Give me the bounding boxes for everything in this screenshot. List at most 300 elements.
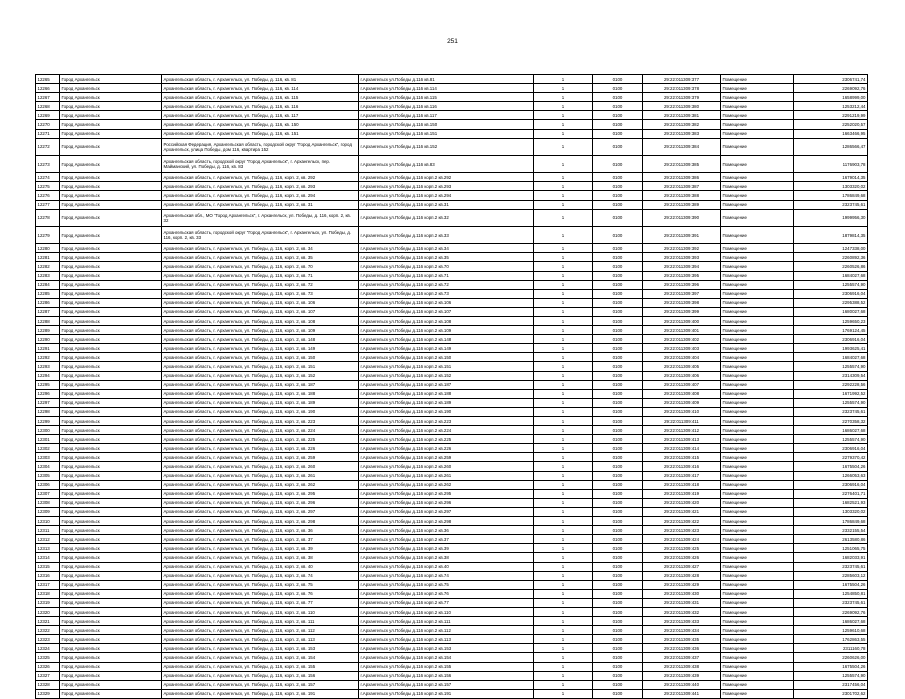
code-cell: 0100: [593, 680, 643, 689]
owner-cell: Город Архангельск: [60, 535, 162, 544]
code-cell: 0100: [593, 426, 643, 435]
table-row: [36, 353, 868, 362]
cadastral-number-cell: 29:22:011309:383: [643, 129, 721, 138]
cadastral-number-cell: 29:22:011309:394: [643, 262, 721, 271]
short-address-cell: г.Архангельск ул.Победы д.116 корп.2 кв.156: [359, 671, 534, 680]
table-row: [36, 200, 868, 209]
cadastral-value-cell: 2323745,61: [794, 200, 868, 209]
cadastral-number-cell: 29:22:011309:440: [643, 680, 721, 689]
quantity-cell: 1: [534, 120, 593, 129]
table-row: [36, 271, 868, 280]
table-row: [36, 489, 868, 498]
row-number-cell: 12274: [36, 173, 60, 182]
row-number-cell: 12325: [36, 653, 60, 662]
cadastral-number-cell: 29:22:011309:387: [643, 182, 721, 191]
short-address-cell: г.Архангельск ул.Победы д.116 корп.2 кв.108: [359, 316, 534, 325]
short-address-cell: г.Архангельск ул.Победы д.116 корп.2 кв.190: [359, 407, 534, 416]
cadastral-number-cell: 29:22:011309:400: [643, 316, 721, 325]
table-row: [36, 398, 868, 407]
object-type-cell: Помещение: [721, 507, 794, 516]
row-number-cell: 12327: [36, 671, 60, 680]
owner-cell: Город Архангельск: [60, 398, 162, 407]
object-type-cell: Помещение: [721, 407, 794, 416]
quantity-cell: 1: [534, 453, 593, 462]
cadastral-number-cell: 29:22:011309:432: [643, 607, 721, 616]
full-address-cell: Архангельская область, г. Архангельск, ул. Победы, д. 116, кв. 117: [162, 111, 359, 120]
owner-cell: Город Архангельск: [60, 129, 162, 138]
object-type-cell: Помещение: [721, 553, 794, 562]
object-type-cell: Помещение: [721, 335, 794, 344]
object-type-cell: Помещение: [721, 344, 794, 353]
cadastral-value-cell: 2279370,42: [794, 453, 868, 462]
full-address-cell: Архангельская область, г. Архангельск, ул. Победы, д. 116, корп. 2, кв. 76: [162, 589, 359, 598]
short-address-cell: г.Архангельск ул.Победы д.116 корп.2 кв.77: [359, 598, 534, 607]
cadastral-value-cell: 2276401,71: [794, 489, 868, 498]
quantity-cell: 1: [534, 444, 593, 453]
table-row: [36, 102, 868, 111]
row-number-cell: 12268: [36, 102, 60, 111]
code-cell: 0100: [593, 389, 643, 398]
full-address-cell: Архангельская область, г. Архангельск, ул. Победы, д. 116, корп. 2, кв. 191: [162, 689, 359, 698]
full-address-cell: Архангельская область, г. Архангельск, ул. Победы, д. 116, корп. 2, кв. 110: [162, 607, 359, 616]
cadastral-value-cell: 2252020,57: [794, 120, 868, 129]
object-type-cell: Помещение: [721, 617, 794, 626]
object-type-cell: Помещение: [721, 75, 794, 84]
table-row: [36, 182, 868, 191]
owner-cell: Город Архангельск: [60, 253, 162, 262]
full-address-cell: Архангельская область, г. Архангельск, ул. Победы, д. 116, корп. 2, кв. 37: [162, 535, 359, 544]
short-address-cell: г.Архангельск ул.Победы д.116 корп.2 кв.34: [359, 244, 534, 253]
cadastral-number-cell: 29:22:011309:396: [643, 280, 721, 289]
cadastral-number-cell: 29:22:011309:412: [643, 426, 721, 435]
cadastral-number-cell: 29:22:011309:379: [643, 93, 721, 102]
code-cell: 0100: [593, 244, 643, 253]
quantity-cell: 1: [534, 253, 593, 262]
quantity-cell: 1: [534, 517, 593, 526]
cadastral-number-cell: 29:22:011309:409: [643, 398, 721, 407]
table-row: [36, 662, 868, 671]
object-type-cell: Помещение: [721, 671, 794, 680]
quantity-cell: 1: [534, 244, 593, 253]
cadastral-value-cell: 2292228,56: [794, 380, 868, 389]
cadastral-number-cell: 29:22:011309:437: [643, 653, 721, 662]
object-type-cell: Помещение: [721, 598, 794, 607]
short-address-cell: г.Архангельск ул.Победы д.116 кв.150: [359, 120, 534, 129]
row-number-cell: 12304: [36, 462, 60, 471]
code-cell: 0100: [593, 111, 643, 120]
quantity-cell: 1: [534, 480, 593, 489]
object-type-cell: Помещение: [721, 680, 794, 689]
object-type-cell: Помещение: [721, 120, 794, 129]
object-type-cell: Помещение: [721, 580, 794, 589]
code-cell: 0100: [593, 362, 643, 371]
row-number-cell: 12310: [36, 517, 60, 526]
owner-cell: Город Архангельск: [60, 480, 162, 489]
cadastral-value-cell: 1769124,45: [794, 326, 868, 335]
full-address-cell: Архангельская область, г. Архангельск, ул. Победы, д. 116, корп. 2, кв. 298: [162, 517, 359, 526]
cadastral-value-cell: 1684027,68: [794, 271, 868, 280]
short-address-cell: г.Архангельск ул.Победы д.116 корп.2 кв.292: [359, 173, 534, 182]
row-number-cell: 12308: [36, 498, 60, 507]
short-address-cell: г.Архангельск ул.Победы д.116 корп.2 кв.70: [359, 262, 534, 271]
code-cell: 0100: [593, 526, 643, 535]
cadastral-value-cell: 1253212,44: [794, 102, 868, 111]
owner-cell: Город Архангельск: [60, 407, 162, 416]
code-cell: 0100: [593, 298, 643, 307]
registry-rows: [36, 75, 868, 699]
cadastral-value-cell: 2306916,04: [794, 335, 868, 344]
short-address-cell: г.Архангельск ул.Победы д.116 кв.116: [359, 102, 534, 111]
short-address-cell: г.Архангельск ул.Победы д.116 кв.81: [359, 75, 534, 84]
full-address-cell: Архангельская область, г. Архангельск, ул. Победы, д. 116, корп. 2, кв. 187: [162, 380, 359, 389]
full-address-cell: Архангельская область, г. Архангельск, ул. Победы, д. 116, корп. 2, кв. 70: [162, 262, 359, 271]
quantity-cell: 1: [534, 209, 593, 226]
table-row: [36, 226, 868, 243]
owner-cell: Город Архангельск: [60, 226, 162, 243]
short-address-cell: г.Архангельск ул.Победы д.116 корп.2 кв.224: [359, 426, 534, 435]
object-type-cell: Помещение: [721, 371, 794, 380]
table-row: [36, 571, 868, 580]
quantity-cell: 1: [534, 326, 593, 335]
owner-cell: Город Архангельск: [60, 444, 162, 453]
owner-cell: Город Архангельск: [60, 173, 162, 182]
quantity-cell: 1: [534, 362, 593, 371]
short-address-cell: г.Архангельск ул.Победы д.116 корп.2 кв.31: [359, 200, 534, 209]
table-row: [36, 371, 868, 380]
full-address-cell: Архангельская область, г. Архангельск, ул. Победы, д. 116, корп. 2, кв. 149: [162, 344, 359, 353]
owner-cell: Город Архангельск: [60, 453, 162, 462]
full-address-cell: Архангельская область, г. Архангельск, ул. Победы, д. 116, корп. 2, кв. 40: [162, 562, 359, 571]
full-address-cell: Архангельская область, г. Архангельск, ул. Победы, д. 116, корп. 2, кв. 151: [162, 362, 359, 371]
cadastral-number-cell: 29:22:011309:429: [643, 580, 721, 589]
owner-cell: Город Архангельск: [60, 489, 162, 498]
object-type-cell: Помещение: [721, 453, 794, 462]
cadastral-value-cell: 1762863,55: [794, 635, 868, 644]
cadastral-value-cell: 1266053,63: [794, 471, 868, 480]
cadastral-number-cell: 29:22:011309:415: [643, 453, 721, 462]
full-address-cell: Архангельская область, г. Архангельск, ул. Победы, д. 116, корп. 2, кв. 107: [162, 307, 359, 316]
owner-cell: Город Архангельск: [60, 426, 162, 435]
row-number-cell: 12293: [36, 362, 60, 371]
short-address-cell: г.Архангельск ул.Победы д.116 корп.2 кв.296: [359, 498, 534, 507]
cadastral-value-cell: 1671992,52: [794, 389, 868, 398]
quantity-cell: 1: [534, 173, 593, 182]
short-address-cell: г.Архангельск ул.Победы д.116 корп.2 кв.40: [359, 562, 534, 571]
table-row: [36, 111, 868, 120]
full-address-cell: Архангельская область, г. Архангельск, ул. Победы, д. 116, корп. 2, кв. 292: [162, 173, 359, 182]
row-number-cell: 12300: [36, 426, 60, 435]
object-type-cell: Помещение: [721, 562, 794, 571]
quantity-cell: 1: [534, 298, 593, 307]
quantity-cell: 1: [534, 111, 593, 120]
short-address-cell: г.Архангельск ул.Победы д.116 корп.2 кв.33: [359, 226, 534, 243]
row-number-cell: 12319: [36, 598, 60, 607]
code-cell: 0100: [593, 626, 643, 635]
object-type-cell: Помещение: [721, 517, 794, 526]
short-address-cell: г.Архангельск ул.Победы д.116 корп.2 кв.39: [359, 544, 534, 553]
quantity-cell: 1: [534, 489, 593, 498]
cadastral-number-cell: 29:22:011309:388: [643, 191, 721, 200]
row-number-cell: 12301: [36, 435, 60, 444]
code-cell: 0100: [593, 571, 643, 580]
code-cell: 0100: [593, 182, 643, 191]
row-number-cell: 12292: [36, 353, 60, 362]
object-type-cell: Помещение: [721, 298, 794, 307]
table-row: [36, 644, 868, 653]
code-cell: 0100: [593, 84, 643, 93]
owner-cell: Город Архангельск: [60, 662, 162, 671]
cadastral-value-cell: 2323745,61: [794, 407, 868, 416]
quantity-cell: 1: [534, 526, 593, 535]
cadastral-number-cell: 29:22:011309:411: [643, 417, 721, 426]
object-type-cell: Помещение: [721, 253, 794, 262]
object-type-cell: Помещение: [721, 102, 794, 111]
full-address-cell: Архангельская область, г. Архангельск, ул. Победы, д. 116, корп. 2, кв. 75: [162, 580, 359, 589]
owner-cell: Город Архангельск: [60, 689, 162, 698]
table-row: [36, 562, 868, 571]
owner-cell: Город Архангельск: [60, 344, 162, 353]
owner-cell: Город Архангельск: [60, 262, 162, 271]
cadastral-value-cell: 2306916,04: [794, 480, 868, 489]
cadastral-value-cell: 1255574,90: [794, 398, 868, 407]
quantity-cell: 1: [534, 155, 593, 172]
quantity-cell: 1: [534, 200, 593, 209]
object-type-cell: Помещение: [721, 307, 794, 316]
full-address-cell: Архангельская область, г. Архангельск, ул. Победы, д. 116, корп. 2, кв. 113: [162, 635, 359, 644]
cadastral-number-cell: 29:22:011309:416: [643, 462, 721, 471]
owner-cell: Город Архангельск: [60, 553, 162, 562]
code-cell: 0100: [593, 453, 643, 462]
table-row: [36, 444, 868, 453]
table-row: [36, 262, 868, 271]
cadastral-number-cell: 29:22:011309:424: [643, 535, 721, 544]
cadastral-number-cell: 29:22:011309:404: [643, 353, 721, 362]
cadastral-number-cell: 29:22:011309:436: [643, 644, 721, 653]
code-cell: 0100: [593, 644, 643, 653]
owner-cell: Город Архангельск: [60, 111, 162, 120]
code-cell: 0100: [593, 316, 643, 325]
full-address-cell: Архангельская область, г. Архангельск, ул. Победы, д. 116, корп. 2, кв. 109: [162, 326, 359, 335]
cadastral-value-cell: 2332155,54: [794, 526, 868, 535]
row-number-cell: 12329: [36, 689, 60, 698]
row-number-cell: 12290: [36, 335, 60, 344]
object-type-cell: Помещение: [721, 426, 794, 435]
code-cell: 0100: [593, 462, 643, 471]
owner-cell: Город Архангельск: [60, 462, 162, 471]
quantity-cell: 1: [534, 680, 593, 689]
full-address-cell: Архангельская область, г. Архангельск, ул. Победы, д. 116, корп. 2, кв. 260: [162, 462, 359, 471]
cadastral-value-cell: 2613580,86: [794, 535, 868, 544]
short-address-cell: г.Архангельск ул.Победы д.116 корп.2 кв.298: [359, 517, 534, 526]
table-row: [36, 75, 868, 84]
full-address-cell: Архангельская обл., МО "Город Архангельск", г. Архангельск, ул. Победы, д. 116, корп. 2, кв. 32: [162, 209, 359, 226]
cadastral-number-cell: 29:22:011309:402: [643, 335, 721, 344]
cadastral-number-cell: 29:22:011309:385: [643, 155, 721, 172]
table-row: [36, 498, 868, 507]
cadastral-number-cell: 29:22:011309:398: [643, 298, 721, 307]
cadastral-number-cell: 29:22:011309:393: [643, 253, 721, 262]
code-cell: 0100: [593, 535, 643, 544]
full-address-cell: Архангельская область, г. Архангельск, ул. Победы, д. 116, корп. 2, кв. 294: [162, 191, 359, 200]
row-number-cell: 12316: [36, 571, 60, 580]
object-type-cell: Помещение: [721, 462, 794, 471]
code-cell: 0100: [593, 662, 643, 671]
cadastral-value-cell: 2301702,62: [794, 689, 868, 698]
short-address-cell: г.Архангельск ул.Победы д.116 корп.2 кв.73: [359, 289, 534, 298]
short-address-cell: г.Архангельск ул.Победы д.116 корп.2 кв.293: [359, 182, 534, 191]
code-cell: 0100: [593, 507, 643, 516]
table-row: [36, 480, 868, 489]
row-number-cell: 12272: [36, 138, 60, 155]
row-number-cell: 12303: [36, 453, 60, 462]
row-number-cell: 12275: [36, 182, 60, 191]
cadastral-value-cell: 2285603,12: [794, 571, 868, 580]
code-cell: 0100: [593, 326, 643, 335]
full-address-cell: Архангельская область, г. Архангельск, ул. Победы, д. 116, корп. 2, кв. 155: [162, 662, 359, 671]
short-address-cell: г.Архангельск ул.Победы д.116 кв.115: [359, 93, 534, 102]
cadastral-value-cell: 1303320,02: [794, 182, 868, 191]
row-number-cell: 12321: [36, 617, 60, 626]
cadastral-value-cell: 1247338,00: [794, 244, 868, 253]
full-address-cell: Архангельская область, г. Архангельск, ул. Победы, д. 116, корп. 2, кв. 152: [162, 371, 359, 380]
owner-cell: Город Архангельск: [60, 138, 162, 155]
cadastral-value-cell: 2306916,04: [794, 444, 868, 453]
full-address-cell: Архангельская область, г. Архангельск, ул. Победы, д. 116, корп. 2, кв. 36: [162, 526, 359, 535]
cadastral-number-cell: 29:22:011309:417: [643, 471, 721, 480]
full-address-cell: Архангельская область, г. Архангельск, ул. Победы, д. 116, кв. 81: [162, 75, 359, 84]
full-address-cell: Архангельская область, г. Архангельск, ул. Победы, д. 116, кв. 151: [162, 129, 359, 138]
quantity-cell: 1: [534, 417, 593, 426]
row-number-cell: 12315: [36, 562, 60, 571]
cadastral-number-cell: 29:22:011309:378: [643, 84, 721, 93]
table-row: [36, 626, 868, 635]
code-cell: 0100: [593, 489, 643, 498]
short-address-cell: г.Архангельск ул.Победы д.116 кв.151: [359, 129, 534, 138]
full-address-cell: Архангельская область, г. Архангельск, ул. Победы, д. 116, корп. 2, кв. 259: [162, 453, 359, 462]
owner-cell: Город Архангельск: [60, 617, 162, 626]
cadastral-number-cell: 29:22:011309:406: [643, 371, 721, 380]
row-number-cell: 12267: [36, 93, 60, 102]
full-address-cell: Архангельская область, г. Архангельск, ул. Победы, д. 116, корп. 2, кв. 154: [162, 653, 359, 662]
table-row: [36, 553, 868, 562]
quantity-cell: 1: [534, 280, 593, 289]
code-cell: 0100: [593, 262, 643, 271]
cadastral-value-cell: 1686027,68: [794, 426, 868, 435]
code-cell: 0100: [593, 200, 643, 209]
cadastral-number-cell: 29:22:011309:407: [643, 380, 721, 389]
quantity-cell: 1: [534, 435, 593, 444]
table-row: [36, 689, 868, 698]
row-number-cell: 12297: [36, 398, 60, 407]
cadastral-value-cell: 2317456,04: [794, 680, 868, 689]
cadastral-number-cell: 29:22:011309:384: [643, 138, 721, 155]
table-row: [36, 138, 868, 155]
table-row: [36, 362, 868, 371]
object-type-cell: Помещение: [721, 380, 794, 389]
quantity-cell: 1: [534, 271, 593, 280]
cadastral-number-cell: 29:22:011309:435: [643, 635, 721, 644]
object-type-cell: Помещение: [721, 689, 794, 698]
full-address-cell: Архангельская область, г. Архангельск, ул. Победы, д. 116, корп. 2, кв. 156: [162, 671, 359, 680]
quantity-cell: 1: [534, 344, 593, 353]
cadastral-number-cell: 29:22:011309:391: [643, 226, 721, 243]
code-cell: 0100: [593, 580, 643, 589]
short-address-cell: г.Архангельск ул.Победы д.116 корп.2 кв.109: [359, 326, 534, 335]
code-cell: 0100: [593, 75, 643, 84]
cadastral-number-cell: 29:22:011309:380: [643, 102, 721, 111]
code-cell: 0100: [593, 417, 643, 426]
quantity-cell: 1: [534, 191, 593, 200]
code-cell: 0100: [593, 544, 643, 553]
row-number-cell: 12265: [36, 75, 60, 84]
short-address-cell: г.Архангельск ул.Победы д.116 корп.2 кв.36: [359, 526, 534, 535]
object-type-cell: Помещение: [721, 607, 794, 616]
row-number-cell: 12312: [36, 535, 60, 544]
quantity-cell: 1: [534, 75, 593, 84]
code-cell: 0100: [593, 371, 643, 380]
owner-cell: Город Архангельск: [60, 120, 162, 129]
cadastral-number-cell: 29:22:011309:421: [643, 507, 721, 516]
short-address-cell: г.Архангельск ул.Победы д.116 корп.2 кв.149: [359, 344, 534, 353]
cadastral-number-cell: 29:22:011309:390: [643, 209, 721, 226]
cadastral-number-cell: 29:22:011309:413: [643, 435, 721, 444]
code-cell: 0100: [593, 138, 643, 155]
row-number-cell: 12269: [36, 111, 60, 120]
short-address-cell: г.Архангельск ул.Победы д.116 корп.2 кв.32: [359, 209, 534, 226]
code-cell: 0100: [593, 226, 643, 243]
table-row: [36, 129, 868, 138]
object-type-cell: Помещение: [721, 444, 794, 453]
owner-cell: Город Архангельск: [60, 280, 162, 289]
table-row: [36, 93, 868, 102]
code-cell: 0100: [593, 589, 643, 598]
code-cell: 0100: [593, 155, 643, 172]
quantity-cell: 1: [534, 84, 593, 93]
cadastral-value-cell: 2306916,04: [794, 289, 868, 298]
code-cell: 0100: [593, 280, 643, 289]
cadastral-number-cell: 29:22:011309:434: [643, 626, 721, 635]
short-address-cell: г.Архангельск ул.Победы д.116 корп.2 кв.76: [359, 589, 534, 598]
quantity-cell: 1: [534, 562, 593, 571]
cadastral-value-cell: 2270358,32: [794, 417, 868, 426]
object-type-cell: Помещение: [721, 589, 794, 598]
cadastral-value-cell: 1675504,26: [794, 580, 868, 589]
object-type-cell: Помещение: [721, 155, 794, 172]
cadastral-number-cell: 29:22:011309:386: [643, 173, 721, 182]
short-address-cell: г.Архангельск ул.Победы д.116 корп.2 кв.261: [359, 471, 534, 480]
table-row: [36, 453, 868, 462]
full-address-cell: Архангельская область, г. Архангельск, ул. Победы, д. 116, корп. 2, кв. 73: [162, 289, 359, 298]
full-address-cell: Архангельская область, г. Архангельск, ул. Победы, д. 116, корп. 2, кв. 296: [162, 498, 359, 507]
cadastral-number-cell: 29:22:011309:395: [643, 271, 721, 280]
table-row: [36, 471, 868, 480]
row-number-cell: 12322: [36, 626, 60, 635]
quantity-cell: 1: [534, 553, 593, 562]
row-number-cell: 12311: [36, 526, 60, 535]
owner-cell: Город Архангельск: [60, 209, 162, 226]
row-number-cell: 12318: [36, 589, 60, 598]
code-cell: 0100: [593, 120, 643, 129]
code-cell: 0100: [593, 93, 643, 102]
table-row: [36, 389, 868, 398]
cadastral-value-cell: 1786849,68: [794, 191, 868, 200]
object-type-cell: Помещение: [721, 209, 794, 226]
row-number-cell: 12296: [36, 389, 60, 398]
object-type-cell: Помещение: [721, 129, 794, 138]
object-type-cell: Помещение: [721, 480, 794, 489]
quantity-cell: 1: [534, 182, 593, 191]
quantity-cell: 1: [534, 93, 593, 102]
